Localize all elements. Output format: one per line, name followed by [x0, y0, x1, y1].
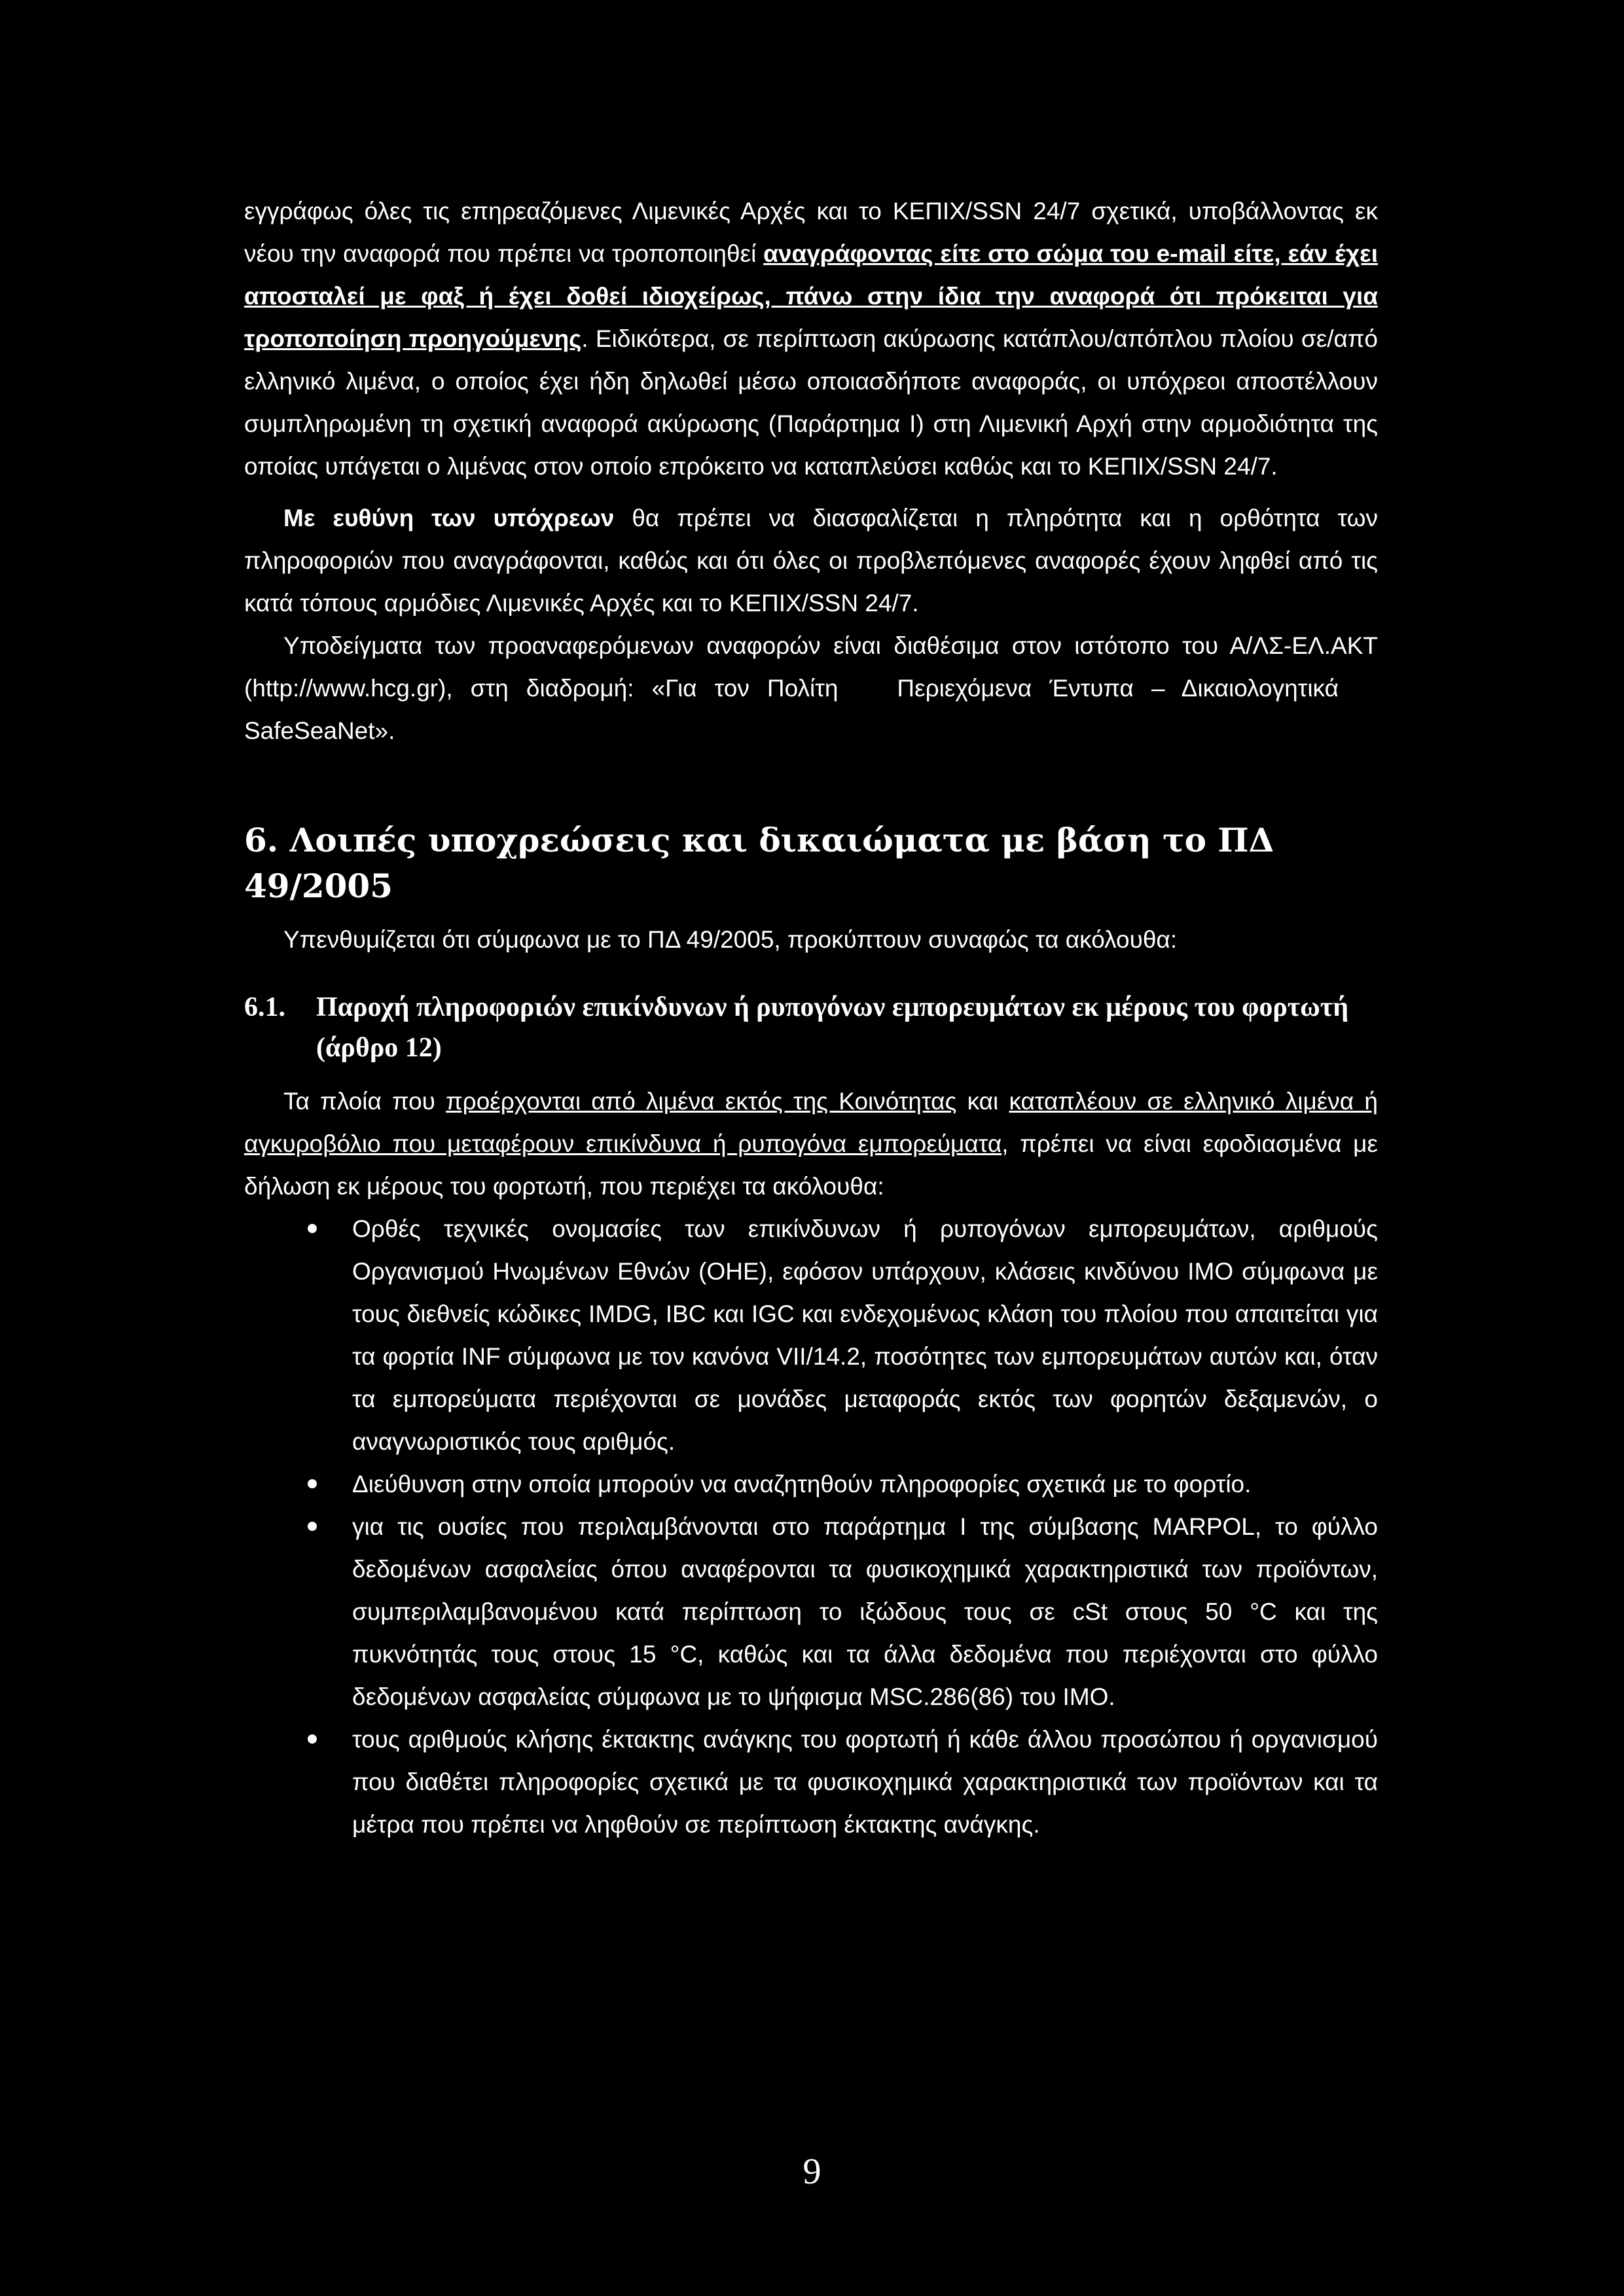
list-item [244, 1505, 1378, 1718]
section-6-1-body [244, 1080, 1378, 1208]
paragraph-amendment-text-2: . Ειδικότερα, σε περίπτωση ακύρωσης κατάπλου/απόπλου πλοίου σε/από ελληνικό λιμένα, ο οποίος έχει ήδη δηλωθεί μέσω οποιασδήποτε αναφοράς, οι υπόχρεοι αποστέλλουν συμπληρωμένη τη σχετική αναφορά ακύρωσης (Παράρτημα Ι) στη Λιμενική Αρχή στην αρμοδιότητα της οποίας υπάγεται ο λιμένας στον οποίο επρόκειτο να καταπλεύσει καθώς και το ΚΕΠΙΧ/SSN 24/7. [244, 325, 1378, 480]
list-item [244, 1718, 1378, 1846]
section-6-1-text-1: Τα πλοία που [283, 1088, 446, 1115]
bullet-icon [308, 1479, 317, 1488]
section-6-1-number: 6.1. [244, 992, 285, 1022]
section-6-intro: Υπενθυμίζεται ότι σύμφωνα με το ΠΔ 49/2005, προκύπτουν συναφώς τα ακόλουθα: [283, 926, 1178, 953]
list-item-text: Ορθές τεχνικές ονομασίες των επικίνδυνων ή ρυπογόνων εμπορευμάτων, αριθμούς Οργανισμού Ηνωμένων Εθνών (ΟΗΕ), εφόσον υπάρχουν, κλάσεις κινδύνου ΙΜΟ σύμφωνα με τους διεθνείς κώδικες IMDG, IBC και IGC και ενδεχομένως κλάση του πλοίου που απαιτείται για τα φορτία INF σύμφωνα με τον κανόνα VII/14.2, ποσότητες των εμπορευμάτων αυτών και, όταν τα εμπορεύματα περιέχονται σε μονάδες μεταφοράς εκτός των φορητών δεξαμενών, ο αναγνωριστικός τους αριθμός. [352, 1215, 1378, 1455]
section-6-1-underlined-2: καταπλέουν σε ελληνικό λιμένα ή αγκυροβόλιο που μεταφέρουν επικίνδυνα ή ρυπογόνα εμπορεύματα [244, 1088, 1378, 1157]
section-6-1-text-3: , πρέπει να είναι εφοδιασμένα με δήλωση εκ μέρους του φορτωτή, που περιέχει τα ακόλουθα: [244, 1130, 1378, 1200]
paragraph-amendment [244, 190, 1378, 488]
bullet-icon [308, 1734, 317, 1744]
section-6-1-heading [244, 987, 1378, 1068]
list-item [244, 1208, 1378, 1463]
paragraph-responsibility-bold: Με ευθύνη των υπόχρεων [283, 505, 615, 531]
section-6-heading: 6. Λοιπές υποχρεώσεις και δικαιώματα με βάση το ΠΔ 49/2005 [244, 821, 1274, 905]
list-item-text: Διεύθυνση στην οποία μπορούν να αναζητηθούν πληροφορίες σχετικά με το φορτίο. [352, 1471, 1252, 1498]
paragraph-templates-text-1: Υποδείγματα των προαναφερόμενων αναφορών είναι διαθέσιμα στον ιστότοπο του Α/ΛΣ-ΕΛ.ΑΚΤ (http://www.hcg.gr), στη διαδρομή: «Για τον Πολίτη [244, 632, 1378, 702]
section-6-1-title: Παροχή πληροφοριών επικίνδυνων ή ρυπογόνων εμπορευμάτων εκ μέρους του φορτωτή (άρθρο 12) [316, 992, 1349, 1063]
shipper-declaration-list [244, 1208, 1378, 1846]
bullet-icon [308, 1522, 317, 1531]
paragraph-responsibility-text: θα πρέπει να διασφαλίζεται η πληρότητα και η ορθότητα των πληροφοριών που αναγράφονται, καθώς και ότι όλες οι προβλεπόμενες αναφορές έχουν ληφθεί από τις κατά τόπους αρμόδιες Λιμενικές Αρχές και το ΚΕΠΙΧ/SSN 24/7. [244, 505, 1378, 617]
paragraph-templates [244, 624, 1378, 752]
list-item [244, 1463, 1378, 1505]
paragraph-responsibility [244, 497, 1378, 624]
list-item-text: τους αριθμούς κλήσης έκτακτης ανάγκης του φορτωτή ή κάθε άλλου προσώπου ή οργανισμού που διαθέτει πληροφορίες σχετικά με τα φυσικοχημικά χαρακτηριστικά των προϊόντων και τα μέτρα που πρέπει να ληφθούν σε περίπτωση έκτακτης ανάγκης. [352, 1726, 1378, 1838]
list-item-text: για τις ουσίες που περιλαμβάνονται στο παράρτημα I της σύμβασης MARPOL, το φύλλο δεδομένων ασφαλείας όπου αναφέρονται τα φυσικοχημικά χαρακτηριστικά των προϊόντων, συμπεριλαμβανομένου κατά περίπτωση το ιξώδους τους σε cSt στους 50 °C και της πυκνότητάς τους στους 15 °C, καθώς και τα άλλα δεδομένα που περιέχονται στο φύλλο δεδομένων ασφαλείας σύμφωνα με το ψήφισμα MSC.286(86) του ΙΜΟ. [352, 1513, 1378, 1710]
paragraph-amendment-text-1: εγγράφως όλες τις επηρεαζόμενες Λιμενικές Αρχές και το ΚΕΠΙΧ/SSN 24/7 σχετικά, υποβάλλοντας εκ νέου την αναφορά που πρέπει να τροποποιηθεί [244, 198, 1378, 267]
paragraph-templates-text-2: Περιεχόμενα Έντυπα – Δικαιολογητικά [897, 675, 1339, 702]
section-6-1-text-2: και [956, 1088, 1009, 1115]
page-number: 9 [803, 2151, 821, 2192]
section-6-1-underlined-1: προέρχονται από λιμένα εκτός της Κοινότητας [446, 1088, 957, 1115]
bullet-icon [308, 1224, 317, 1233]
paragraph-amendment-underlined: αναγράφοντας είτε στο σώμα του e-mail είτε, εάν έχει αποσταλεί με φαξ ή έχει δοθεί ιδιοχείρως, πάνω στην ίδια την αναφορά ότι πρόκειται για τροποποίηση προηγούμενης [244, 240, 1379, 352]
document-page [244, 190, 1378, 1846]
paragraph-templates-text-3: SafeSeaNet». [244, 717, 395, 744]
